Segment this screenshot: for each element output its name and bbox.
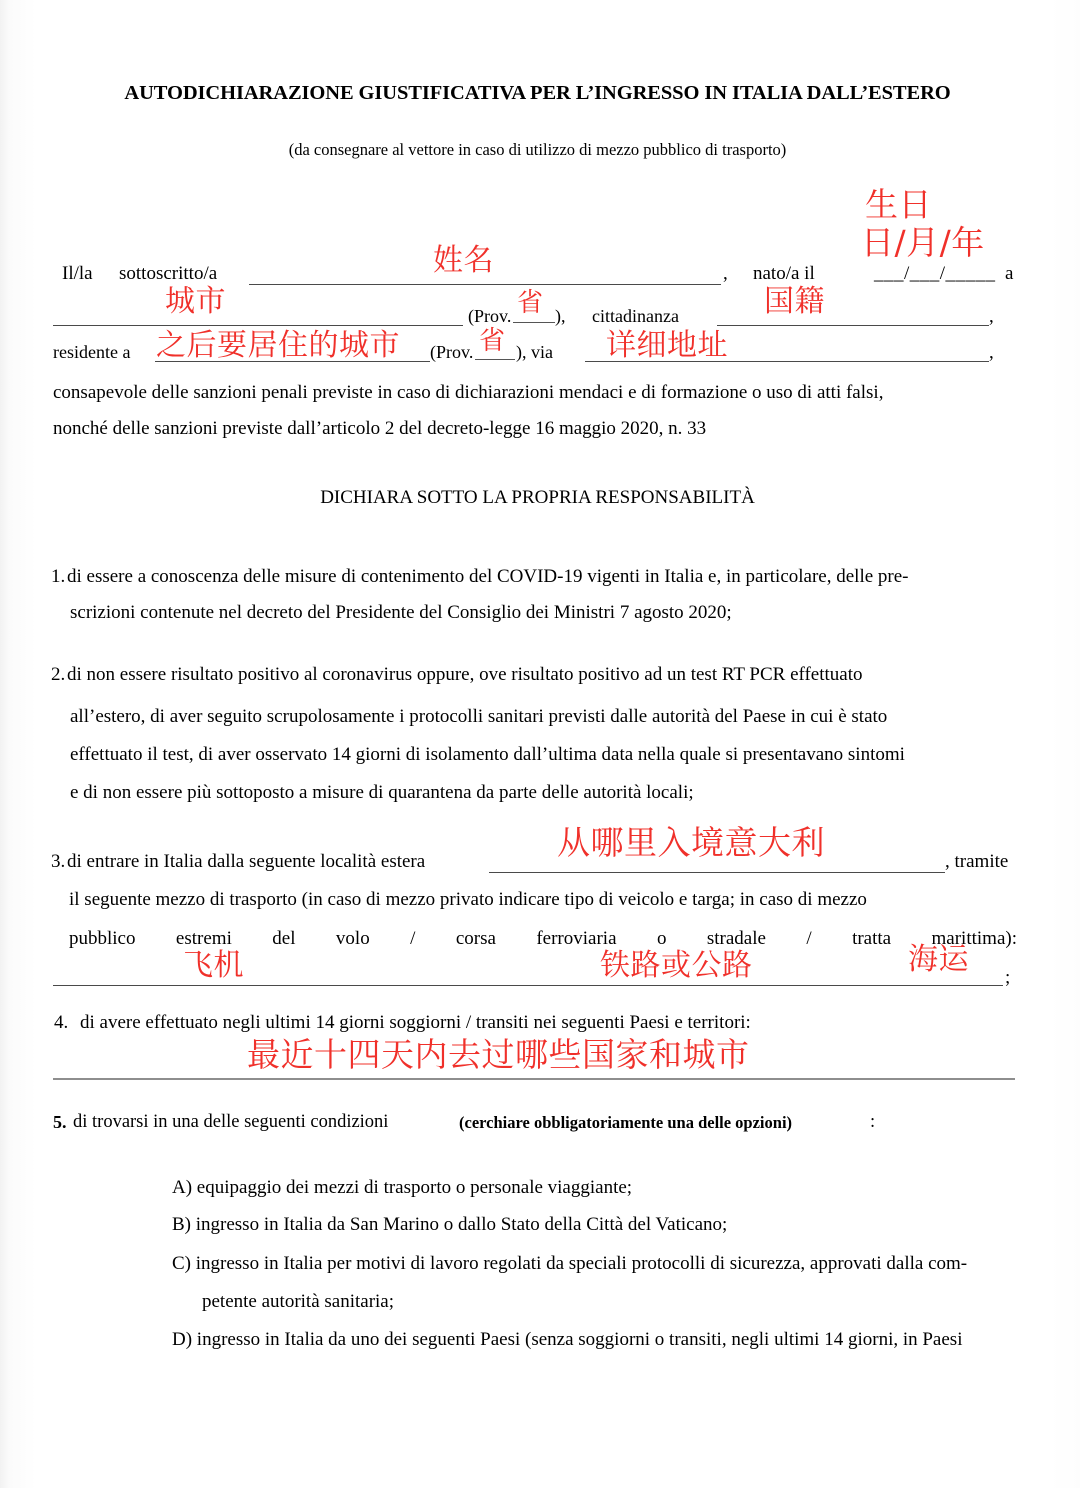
item-3-word-7: o [656,928,667,949]
field-birthdate-blanks[interactable]: ___/___/_____ [874,263,996,284]
page-subtitle: (da consegnare al vettore in caso di utilizzo di mezzo pubblico di trasporto) [288,140,787,159]
item-5-option-d: D) ingresso in Italia da uno dei seguenti Paesi (senza soggiorni o transiti, negli ultimi 14 giorni, in Paesi [172,1329,963,1350]
item-3-word-4: / [410,928,416,949]
item-5-text-bold: (cerchiare obbligatoriamente una delle opzioni) [459,1113,793,1132]
item-5-option-a: A) equipaggio dei mezzi di trasporto o personale viaggiante; [172,1177,633,1198]
item-3-word-6: ferroviaria [536,928,617,949]
label-cittadinanza: cittadinanza [592,306,679,326]
item-5-option-c-line-1: C) ingresso in Italia per motivi di lavoro regolati da speciali protocolli di sicurezza, approvati dalla com- [172,1253,968,1274]
item-5-number: 5. [53,1112,67,1132]
annotation-countries-14-days: 最近十四天内去过哪些国家和城市 [247,1035,750,1074]
page-title: AUTODICHIARAZIONE GIUSTIFICATIVA PER L’INGRESSO IN ITALIA DALL’ESTERO [124,82,951,104]
item-2-line-2: all’estero, di aver seguito scrupolosamente i protocolli sanitari previsti dalle autorità del Paese in cui è stato [70,706,888,727]
item-5-option-c-line-2: petente autorità sanitaria; [202,1291,395,1312]
field-birth-city-rule[interactable] [53,325,463,326]
preamble-line-2: nonché delle sanzioni previste dall’articolo 2 del decreto-legge 16 maggio 2020, n. 33 [53,418,707,439]
field-entry-locality-rule[interactable] [489,872,945,873]
item-3-line-2: il seguente mezzo di trasporto (in caso di mezzo privato indicare tipo di veicolo e targa; in caso di mezzo [69,889,867,910]
annotation-nationality: 国籍 [764,284,825,319]
annotation-prov-1: 省 [517,288,544,318]
label-prov-2: (Prov. [430,342,474,362]
item-3-line-1-pre: di entrare in Italia dalla seguente località estera [67,851,426,872]
item-2-number: 2. [51,664,66,685]
item-2-line-1: di non essere risultato positivo al coronavirus oppure, ove risultato positivo ad un test RT PCR effettuato [67,664,863,685]
field-transport-details-rule[interactable] [53,985,1003,986]
item-1-line-2: scrizioni contenute nel decreto del Presidente del Consiglio dei Ministri 7 agosto 2020; [70,602,732,623]
item-3-line-1-post: , tramite [945,851,1009,872]
annotation-airplane: 飞机 [183,948,244,983]
field-prov-1-rule[interactable] [513,322,555,323]
item-3-word-10: tratta [852,928,892,949]
item-2-line-4: e di non essere più sottoposto a misure di quarantena da parte delle autorità locali; [70,782,694,803]
item-3-word-1: estremi [175,928,232,949]
label-trailing-a: a [1005,263,1014,284]
preamble-line-1: consapevole delle sanzioni penali previste in caso di dichiarazioni mendaci e di formazione o uso di atti falsi, [53,382,884,403]
item-3-word-11: marittima): [931,928,1017,949]
label-comma-3: , [989,342,994,363]
annotation-rail-or-road: 铁路或公路 [600,948,753,983]
label-sottoscritto: sottoscritto/a [119,263,218,284]
item-3-word-9: / [806,928,812,949]
item-4-number: 4. [54,1012,69,1033]
item-3-number: 3. [51,851,66,872]
item-3-word-3: volo [335,928,370,949]
label-il-la: Il/la [62,263,93,284]
field-countries-rule[interactable] [53,1078,1015,1080]
label-prov-2-close-via: ), via [516,342,553,362]
item-3-line-3 [69,928,1017,950]
annotation-name: 姓名 [433,243,494,278]
declaration-heading: DICHIARA SOTTO LA PROPRIA RESPONSABILITÀ [320,487,755,508]
field-citizenship-rule[interactable] [717,325,989,326]
annotation-sea: 海运 [908,942,969,977]
item-1-number: 1. [51,566,66,587]
item-1-line-1: di essere a conoscenza delle misure di contenimento del COVID-19 vigenti in Italia e, in particolare, delle pre- [67,566,909,587]
document-sheet [51,0,1020,1488]
field-name-rule[interactable] [249,284,721,285]
item-4-text: di avere effettuato negli ultimi 14 giorni soggiorni / transiti nei seguenti Paesi e territori: [80,1012,751,1033]
annotation-street-address: 详细地址 [606,328,728,363]
item-5-text-normal: di trovarsi in una delle seguenti condizioni [73,1112,389,1132]
label-prov-1-close: ), [555,306,566,326]
item-2-line-3: effettuato il test, di aver osservato 14 giorni di isolamento dall’ultima data nella quale si presentavano sintomi [70,744,905,765]
item-5-option-b: B) ingresso in Italia da San Marino o dallo Stato della Città del Vaticano; [172,1214,728,1235]
label-residente-a: residente a [53,342,131,362]
annotation-prov-2: 省 [479,326,506,356]
item-5-text-tail: : [870,1112,876,1132]
label-nato-il: nato/a il [753,263,815,284]
label-comma-1: , [723,263,728,284]
label-prov-1: (Prov. [468,306,512,326]
item-3-word-8: stradale [706,928,766,949]
item-3-word-5: corsa [455,928,496,949]
item-3-line-4-end: ; [1005,967,1011,988]
field-prov-2-rule[interactable] [475,359,515,360]
annotation-birth-city: 城市 [165,284,226,319]
annotation-entry-point: 从哪里入境意大利 [557,823,825,862]
annotation-birthday: 生日 [865,185,932,224]
item-3-word-0: pubblico [69,928,136,949]
annotation-residence-city: 之后要居住的城市 [156,328,400,363]
annotation-birthday-format: 日/月/年 [861,223,985,262]
item-3-word-2: del [272,928,296,949]
label-comma-2: , [989,306,994,327]
